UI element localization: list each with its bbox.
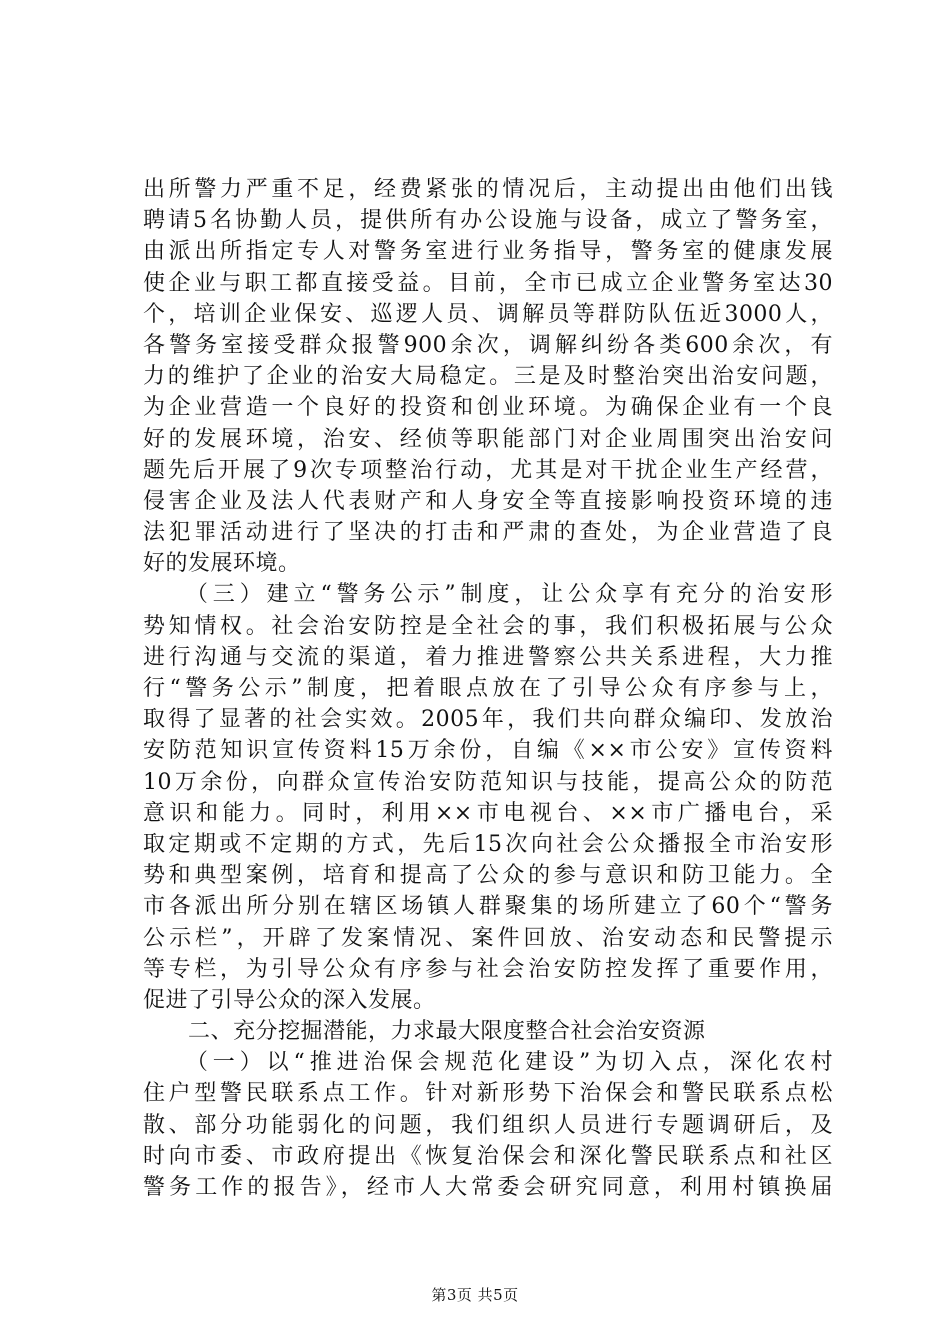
text-line: 取定期或不定期的方式，先后15次向社会公众播报全市治安形 <box>143 831 833 857</box>
text-line: 时向市委、市政府提出《恢复治保会和深化警民联系点和社区 <box>143 1143 833 1169</box>
text-line: 促进了引导公众的深入发展。 <box>143 987 436 1013</box>
text-line: 10万余份，向群众宣传治安防范知识与技能，提高公众的防范 <box>143 769 833 795</box>
text-line: 市各派出所分别在辖区场镇人群聚集的场所建立了60个“警务 <box>143 894 833 920</box>
text-line: 个，培训企业保安、巡逻人员、调解员等群防队伍近3000人， <box>143 301 833 327</box>
text-line: 为企业营造一个良好的投资和创业环境。为确保企业有一个良 <box>143 395 833 421</box>
text-line: 警务工作的报告》，经市人大常委会研究同意，利用村镇换届 <box>143 1175 833 1200</box>
text-line: 法犯罪活动进行了坚决的打击和严肃的查处，为企业营造了良 <box>143 520 833 546</box>
text-line: 势和典型案例，培育和提高了公众的参与意识和防卫能力。全 <box>143 863 833 889</box>
text-line: 住户型警民联系点工作。针对新形势下治保会和警民联系点松 <box>143 1081 833 1107</box>
text-line: 公示栏”，开辟了发案情况、案件回放、治安动态和民警提示 <box>143 925 833 951</box>
text-line: 题先后开展了9次专项整治行动，尤其是对干扰企业生产经营， <box>143 457 833 483</box>
page-number-footer: 第3页 共5页 <box>431 1286 519 1304</box>
text-line: 侵害企业及法人代表财产和人身安全等直接影响投资环境的违 <box>143 488 833 514</box>
text-line: 进行沟通与交流的渠道，着力推进警察公共关系进程，大力推 <box>143 644 833 670</box>
text-line: 聘请5名协勤人员，提供所有办公设施与设备，成立了警务室， <box>143 208 833 234</box>
text-line: 使企业与职工都直接受益。目前，全市已成立企业警务室达30 <box>143 270 833 296</box>
text-line: 意识和能力。同时，利用××市电视台、××市广播电台，采 <box>143 800 833 826</box>
text-line: 行“警务公示”制度，把着眼点放在了引导公众有序参与上， <box>143 676 833 701</box>
text-line: （一）以“推进治保会规范化建设”为切入点，深化农村 <box>143 1050 833 1076</box>
text-line: 由派出所指定专人对警务室进行业务指导，警务室的健康发展 <box>143 239 833 265</box>
text-line: 好的发展环境。 <box>143 551 301 577</box>
text-line: 散、部分功能弱化的问题，我们组织人员进行专题调研后，及 <box>143 1112 833 1138</box>
text-line: 各警务室接受群众报警900余次，调解纠纷各类600余次，有 <box>143 332 833 358</box>
text-line: 安防范知识宣传资料15万余份，自编《××市公安》宣传资料 <box>143 738 833 764</box>
text-line: 势知情权。社会治安防控是全社会的事，我们积极拓展与公众 <box>143 613 833 639</box>
text-line: 等专栏，为引导公众有序参与社会治安防控发挥了重要作用， <box>143 956 833 982</box>
text-line: （三）建立“警务公示”制度，让公众享有充分的治安形 <box>143 582 833 608</box>
text-line: 二、充分挖掘潜能，力求最大限度整合社会治安资源 <box>143 1019 706 1045</box>
text-line: 取得了显著的社会实效。2005年，我们共向群众编印、发放治 <box>143 707 833 733</box>
document-body <box>143 174 833 1203</box>
text-line: 力的维护了企业的治安大局稳定。三是及时整治突出治安问题， <box>143 364 833 390</box>
text-line: 好的发展环境，治安、经侦等职能部门对企业周围突出治安问 <box>143 426 833 452</box>
text-line: 出所警力严重不足，经费紧张的情况后，主动提出由他们出钱 <box>143 177 833 202</box>
